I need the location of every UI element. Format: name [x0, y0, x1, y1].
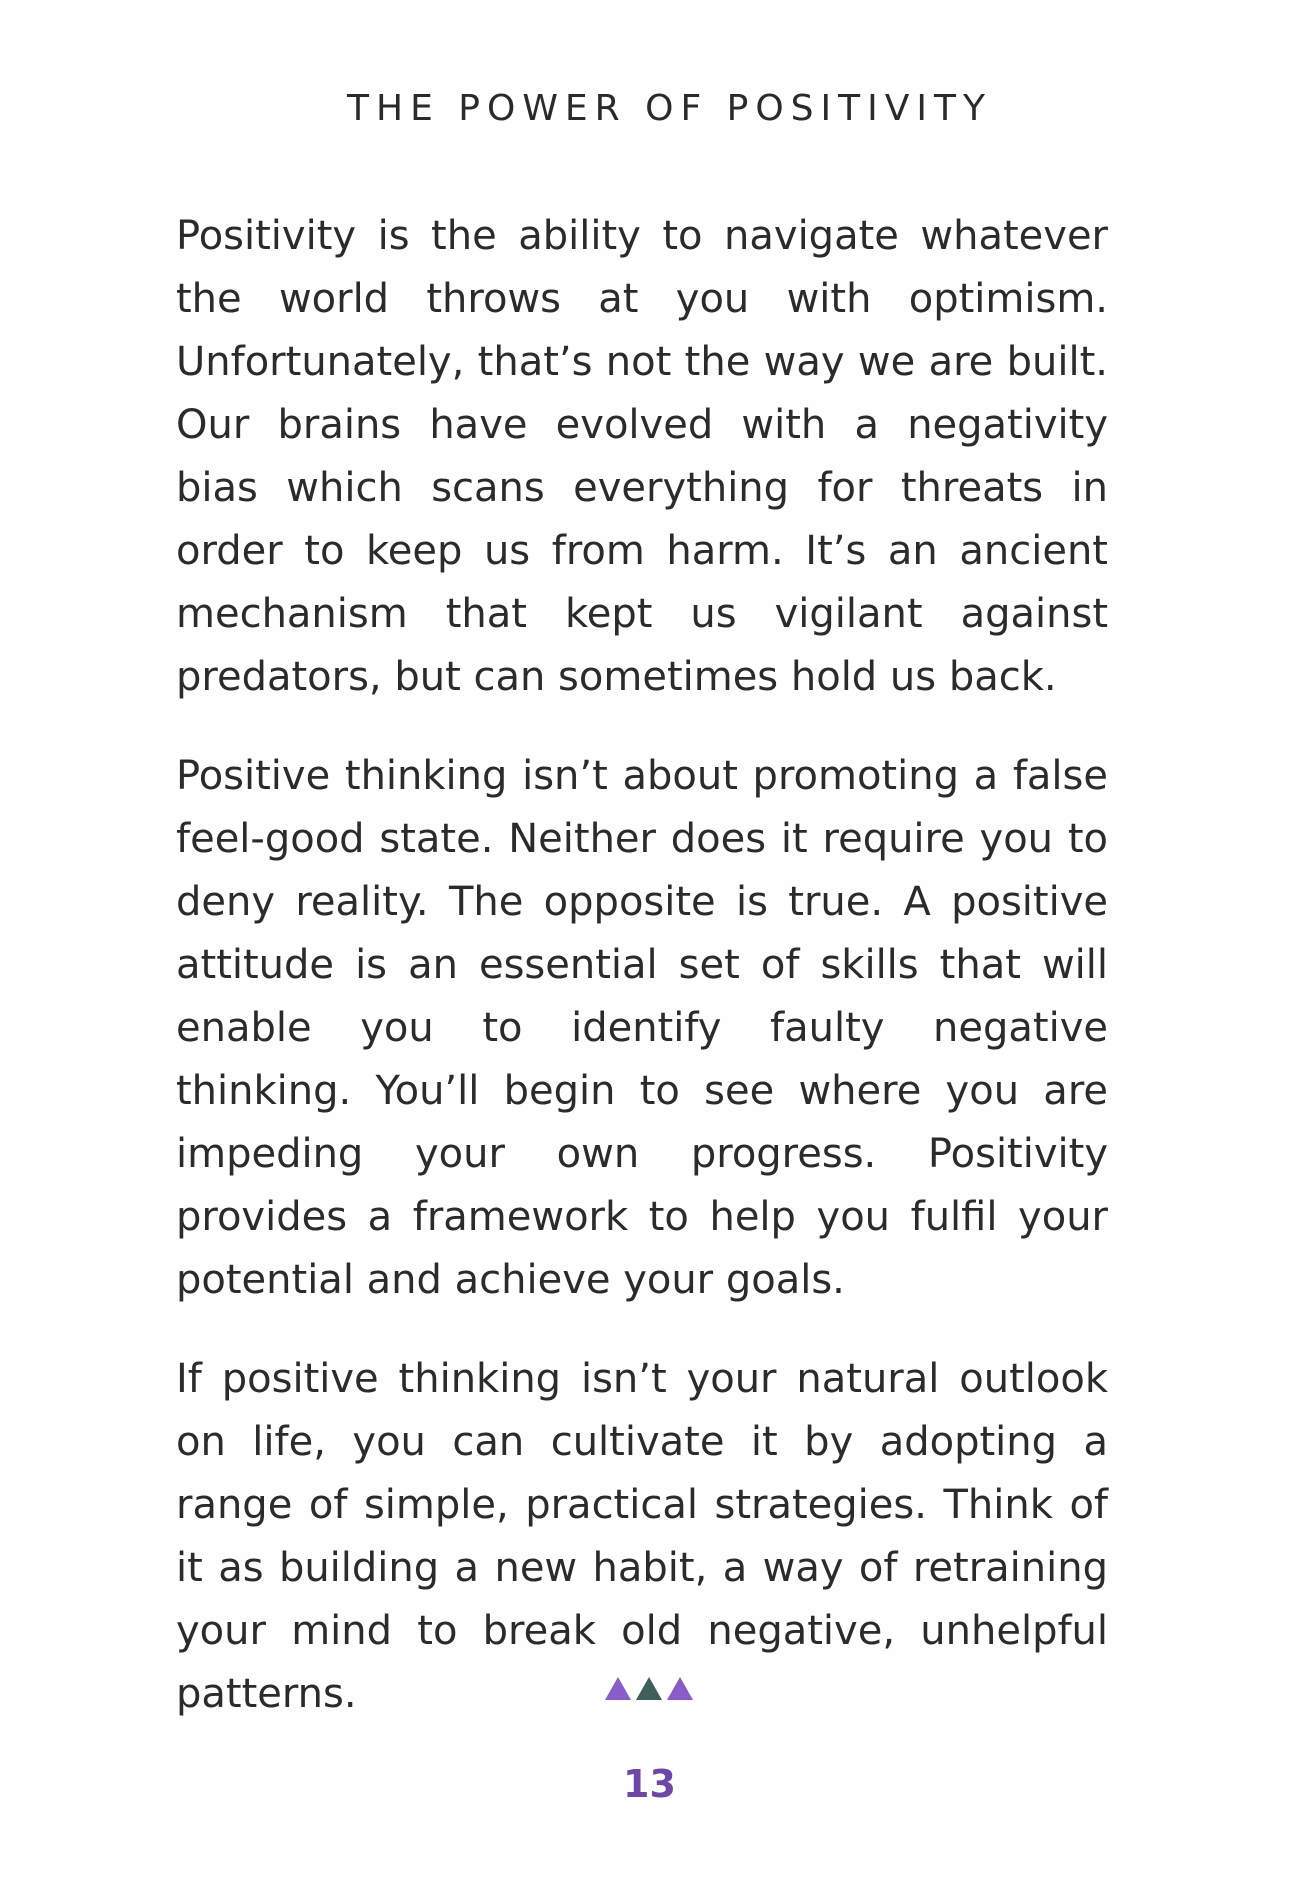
paragraph-3: If positive thinking isn’t your natural outlook on life, you can cultivate it by adopting a range of simple, practical strategies. Think of it as building a new habit, a way of retraining your mind to break old negative, unhelpful patterns.	[176, 1356, 1108, 1717]
paragraph-2: Positive thinking isn’t about promoting a false feel-good state. Neither does it require you to deny reality. The opposite is true. A positive attitude is an essential set of skills that will enable you to identify faulty negative thinking. You’ll begin to see where you are impeding your own progress. Positivity provides a framework to help you fulfil your potential and achieve your goals.	[176, 753, 1108, 1303]
paragraph-1: Positivity is the ability to navigate whatever the world throws at you with optimism. Unfortunately, that’s not the way we are built. Our brains have evolved with a negativity bias which scans everything for threats in order to keep us from harm. It’s an ancient mechanism that kept us vigilant against predators, but can sometimes hold us back.	[176, 213, 1108, 700]
triangle-center-icon	[636, 1677, 662, 1700]
body-text	[176, 205, 1108, 1762]
three-triangles-icon	[600, 1673, 700, 1703]
triangle-right-icon	[667, 1677, 693, 1700]
triangle-left-icon	[605, 1677, 631, 1700]
running-header: THE POWER OF POSITIVITY	[347, 88, 992, 129]
section-ornament	[0, 1673, 1299, 1707]
page-number: 13	[623, 1762, 676, 1806]
